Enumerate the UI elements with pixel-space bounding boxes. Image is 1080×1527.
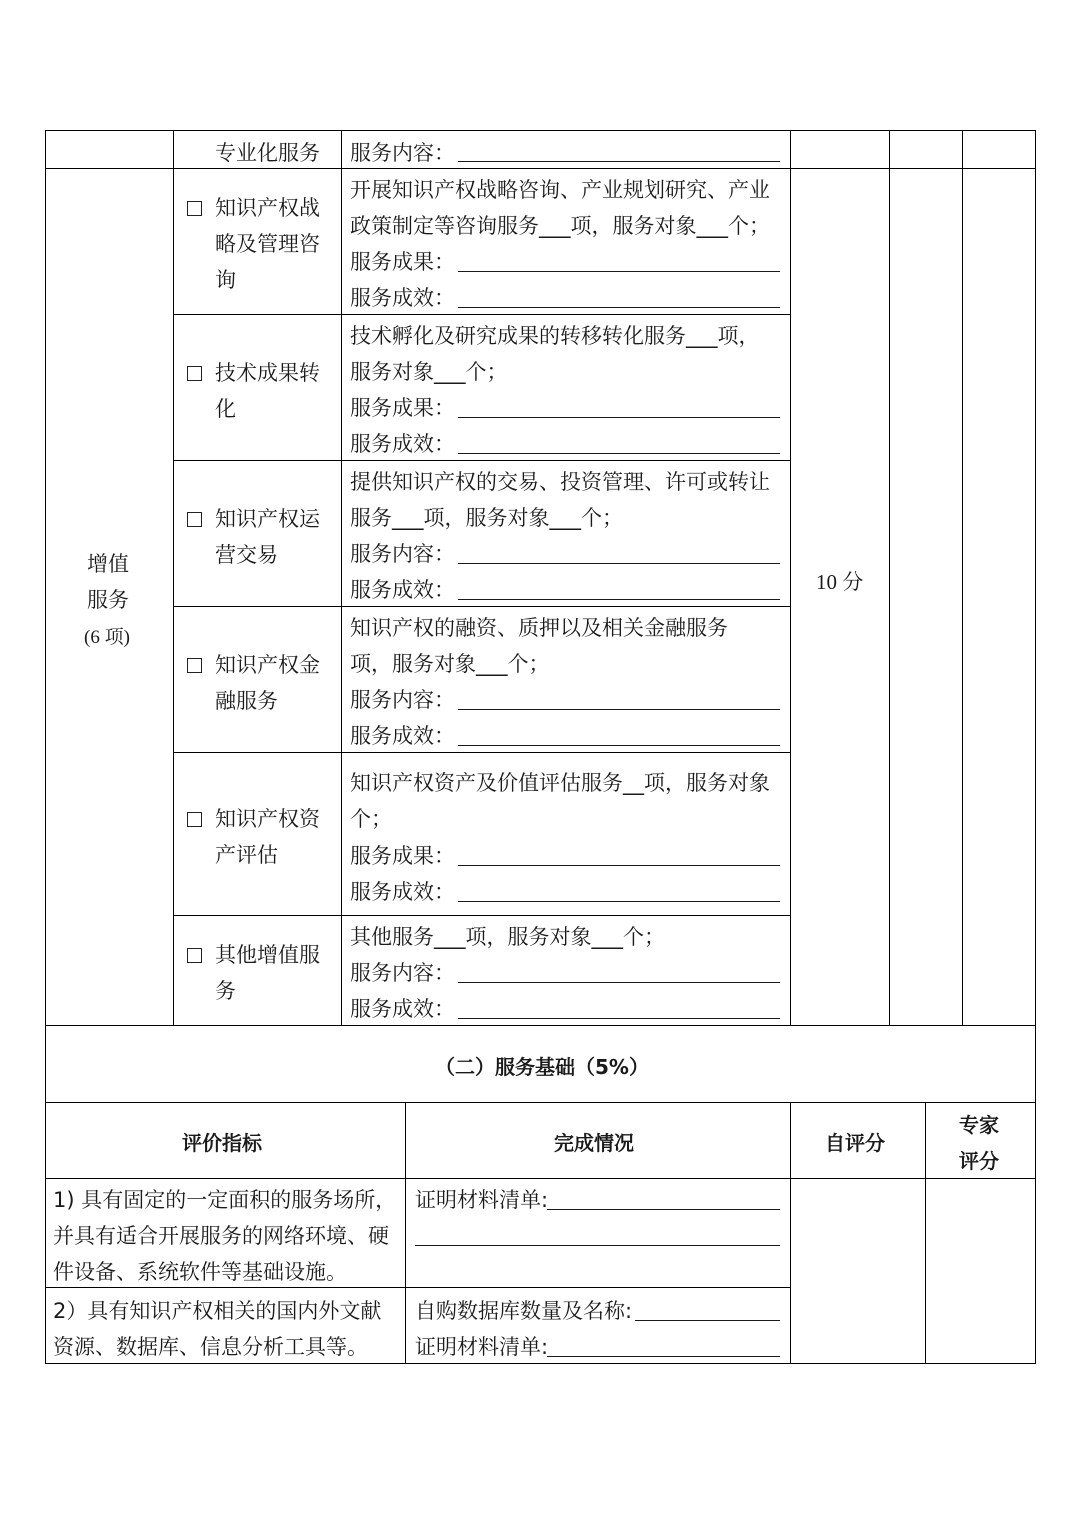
header-expert-score: 评分 [959, 1149, 999, 1173]
fill-in-line[interactable] [547, 1356, 780, 1357]
fill-in-line[interactable] [547, 1209, 780, 1210]
fill-in-line[interactable] [458, 417, 780, 418]
header-expert-score: 专家 [959, 1113, 999, 1137]
item-description: 个； [350, 807, 392, 831]
item-name: 营交易 [215, 543, 278, 567]
item-description: 知识产权资产及价值评估服务__项，服务对象 [350, 771, 770, 795]
item-checkbox[interactable] [187, 948, 202, 963]
item-name: 知识产权运 [215, 507, 320, 531]
item-checkbox[interactable] [187, 512, 202, 527]
field-label: 服务成果： [350, 844, 455, 868]
item-checkbox[interactable] [187, 201, 202, 216]
row-divider [173, 314, 791, 315]
field-label: 服务成效： [350, 724, 455, 748]
item-description: 政策制定等咨询服务___项，服务对象___个； [350, 214, 770, 238]
indicator-text: 件设备、系统软件等基础设施。 [53, 1260, 347, 1284]
fill-in-line[interactable] [458, 709, 780, 710]
item-name: 略及管理咨 [215, 232, 320, 256]
col-divider [405, 1102, 406, 1363]
fill-in-line[interactable] [458, 982, 780, 983]
item-description: 提供知识产权的交易、投资管理、许可或转让 [350, 470, 770, 494]
field-label: 服务内容： [350, 141, 455, 165]
header-indicator: 评价指标 [182, 1131, 262, 1155]
item-checkbox[interactable] [187, 658, 202, 673]
item-name: 其他增值服 [215, 943, 320, 967]
status-label: 证明材料清单: [415, 1335, 549, 1359]
col-divider [341, 130, 342, 1025]
indicator-text: 并具有适合开展服务的网络环境、硬 [53, 1224, 389, 1248]
item-description: 知识产权的融资、质押以及相关金融服务 [350, 616, 728, 640]
row-divider [173, 460, 791, 461]
score-value: 10 分 [816, 570, 864, 594]
field-label: 服务内容： [350, 961, 455, 985]
item-description: 开展知识产权战略咨询、产业规划研究、产业 [350, 178, 770, 202]
indicator-text: 1) 具有固定的一定面积的服务场所， [53, 1188, 397, 1212]
indicator-text: 2）具有知识产权相关的国内外文献 [53, 1299, 382, 1323]
row-divider [45, 1178, 1036, 1179]
section-count: (6 项) [84, 627, 130, 648]
category-name: 专业化服务 [215, 141, 320, 165]
table-border-top [45, 130, 1036, 131]
fill-in-line[interactable] [458, 745, 780, 746]
fill-in-line[interactable] [458, 161, 780, 162]
col-divider [925, 1102, 926, 1363]
item-description: 其他服务___项，服务对象___个； [350, 925, 665, 949]
field-label: 服务成效： [350, 880, 455, 904]
item-name: 技术成果转 [215, 361, 320, 385]
col-divider [790, 1102, 791, 1363]
item-name: 务 [215, 979, 236, 1003]
item-name: 询 [215, 268, 236, 292]
item-description: 技术孵化及研究成果的转移转化服务___项， [350, 324, 760, 348]
fill-in-line[interactable] [458, 307, 780, 308]
section-title: （二）服务基础（5%） [435, 1055, 649, 1079]
item-name: 知识产权金 [215, 653, 320, 677]
header-status: 完成情况 [554, 1131, 634, 1155]
section-label: 增值 [87, 552, 129, 576]
item-description: 服务___项，服务对象___个； [350, 506, 623, 530]
fill-in-line[interactable] [458, 901, 780, 902]
item-description: 项，服务对象___个； [350, 652, 550, 676]
item-description: 服务对象___个； [350, 360, 508, 384]
row-divider [173, 915, 791, 916]
field-label: 服务内容： [350, 688, 455, 712]
fill-in-line[interactable] [635, 1320, 780, 1321]
row-divider [45, 1102, 1036, 1103]
fill-in-line[interactable] [458, 271, 780, 272]
col-divider [790, 130, 791, 1025]
indicator-text: 资源、数据库、信息分析工具等。 [53, 1335, 368, 1359]
item-checkbox[interactable] [187, 812, 202, 827]
row-divider [45, 1025, 1036, 1026]
status-label: 自购数据库数量及名称: [415, 1299, 633, 1323]
col-divider [889, 130, 890, 1025]
fill-in-line[interactable] [458, 563, 780, 564]
field-label: 服务内容： [350, 542, 455, 566]
item-name: 化 [215, 397, 236, 421]
fill-in-line[interactable] [458, 453, 780, 454]
field-label: 服务成效： [350, 432, 455, 456]
section-label: 服务 [87, 588, 129, 612]
fill-in-line[interactable] [458, 1018, 780, 1019]
field-label: 服务成果： [350, 250, 455, 274]
item-name: 产评估 [215, 843, 278, 867]
item-checkbox[interactable] [187, 366, 202, 381]
header-self-score: 自评分 [825, 1131, 885, 1155]
item-name: 知识产权资 [215, 807, 320, 831]
row-divider [173, 752, 791, 753]
item-name: 融服务 [215, 689, 278, 713]
field-label: 服务成效： [350, 286, 455, 310]
fill-in-line[interactable] [458, 599, 780, 600]
item-name: 知识产权战 [215, 196, 320, 220]
row-divider [45, 168, 1036, 169]
field-label: 服务成效： [350, 578, 455, 602]
col-divider [173, 130, 174, 1025]
field-label: 服务成效： [350, 997, 455, 1021]
status-label: 证明材料清单: [415, 1188, 549, 1212]
field-label: 服务成果： [350, 396, 455, 420]
fill-in-line[interactable] [415, 1245, 780, 1246]
col-divider [962, 130, 963, 1025]
fill-in-line[interactable] [458, 865, 780, 866]
row-divider [173, 606, 791, 607]
